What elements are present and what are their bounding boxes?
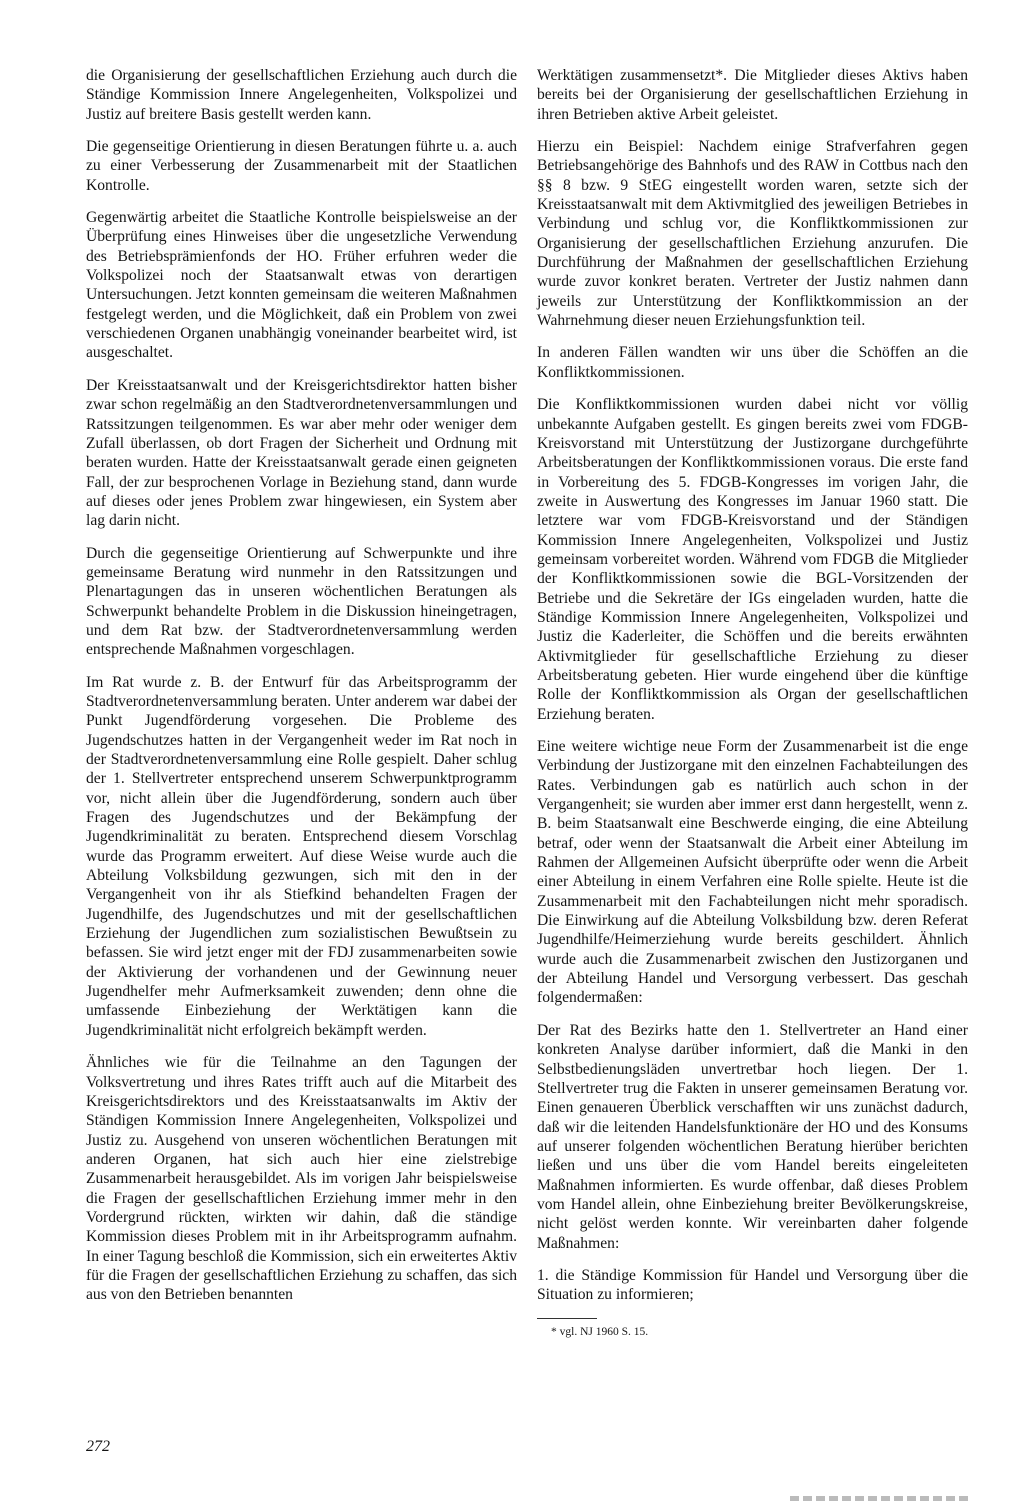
paragraph: Der Rat des Bezirks hatte den 1. Stellvertreter an Hand einer konkreten Analyse darüber informiert, daß die Manki in den Selbstbedienungsläden unvertretbar hoch liegen. Der 1. Stellvertreter trug die Fakten in unserer gemeinsamen Beratung vor. Einen genaueren Überblick verschafften wir uns zunächst dadurch, daß wir die leitenden Handelsfunktionäre der HO und des Konsums auf unserer folgenden wöchentlichen Beratung hierüber berichten ließen und uns über die vom Handel bereits eingeleiteten Maßnahmen informierten. Es wurde offenbar, daß dieses Problem vom Handel allein, ohne Einbeziehung breiter Bevölkerungskreise, nicht gelöst werden konnte. Wir vereinbarten daher folgende Maßnahmen: <box>537 1021 968 1252</box>
paragraph: Die gegenseitige Orientierung in diesen Beratungen führte u. a. auch zu einer Verbesserung der Zusammenarbeit mit der Staatlichen Kontrolle. <box>86 138 517 194</box>
paragraph: Durch die gegenseitige Orientierung auf Schwerpunkte und ihre gemeinsame Beratung wird nunmehr in den Ratssitzungen und Plenartagungen das in unseren wöchentlichen Beratungen als Schwerpunkt behandelte Problem in die Diskussion hineingetragen, und dem Rat bzw. der Stadtverordnetenversammlung werden entsprechende Maßnahmen vorgeschlagen. <box>86 544 517 659</box>
paragraph: die Organisierung der gesellschaftlichen Erziehung auch durch die Ständige Kommission Innere Angelegenheiten, Volkspolizei und Justiz auf breitere Basis gestellt werden kann. <box>86 67 517 123</box>
paragraph: In anderen Fällen wandten wir uns über die Schöffen an die Konfliktkommissionen. <box>537 344 968 381</box>
paragraph: Werktätigen zusammensetzt*. Die Mitglieder dieses Aktivs haben bereits bei der Organisierung der gesellschaftlichen Erziehung in ihren Betrieben aktive Arbeit geleistet. <box>537 67 968 123</box>
right-column <box>537 66 968 1339</box>
paragraph: Der Kreisstaatsanwalt und der Kreisgerichtsdirektor hatten bisher zwar schon regelmäßig an den Stadtverordnetenversammlungen und Ratssitzungen teilgenommen. Es war aber mehr oder weniger dem Zufall überlassen, ob dort Fragen der Sicherheit und Ordnung mit beraten wurden. Hatte der Kreisstaatsanwalt gerade einen geigneten Fall, der zur besprochenen Vorlage in Beziehung stand, dann wurde auf dieses oder jenes Problem zwar hingewiesen, ein System aber lag darin nicht. <box>86 376 517 530</box>
page-number: 272 <box>86 1438 110 1455</box>
paragraph: Die Konfliktkommissionen wurden dabei nicht vor völlig unbekannte Aufgaben gestellt. Es gingen bereits zwei vom FDGB-Kreisvorstand mit Unterstützung der Justizorgane durchgeführte Arbeitsberatungen der Konfliktkommissionen voraus. Die erste fand in Vorbereitung des 5. FDGB-Kongresses im vorigen Jahr, die zweite in Auswertung des Kongresses im Januar 1960 statt. Die letztere war vom FDGB-Kreisvorstand und der Ständigen Kommission Innere Angelegenheiten, Volkspolizei und Justiz gemeinsam vorbereitet worden. Während vom FDGB die Mitglieder der Konfliktkommissionen sowie die BGL-Vorsitzenden der Betriebe und die Sekretäre der IGs eingeladen wurden, hatte die Ständige Kommission Innere Angelegenheiten, Volkspolizei und Justiz die Kaderleiter, die Schöffen und die bereits erwähnten Aktivmitglieder für gesellschaftliche Erziehung zu dieser Arbeitsberatung gebeten. Hier wurde eingehend über die künftige Rolle der Konfliktkommission als Organ der gesellschaftlichen Erziehung beraten. <box>537 396 968 723</box>
paragraph: Gegenwärtig arbeitet die Staatliche Kontrolle beispielsweise an der Überprüfung eines Hinweises über die ungesetzliche Verwendung des Betriebsprämienfonds der HO. Früher erfuhren weder die Volkspolizei noch der Staatsanwalt etwas von derartigen Untersuchungen. Jetzt konnten gemeinsam die weiteren Maßnahmen festgelegt werden, und die Möglichkeit, daß ein Problem von zwei verschiedenen Organen unabhängig voneinander bearbeitet wird, ist ausgeschaltet. <box>86 209 517 362</box>
scan-edge-mark <box>790 1496 970 1501</box>
paragraph: Hierzu ein Beispiel: Nachdem einige Strafverfahren gegen Betriebsangehörige des Bahnhofs und des RAW in Cottbus nach den §§ 8 bzw. 9 StEG eingestellt worden waren, setzte sich der Kreisstaatsanwalt mit dem Aktivmitglied des jeweiligen Betriebes in Verbindung und schlug vor, die Konfliktkommissionen zur Organisierung der gesellschaftlichen Erziehung anzurufen. Die Durchführung der Maßnahmen der gesellschaftlichen Erziehung wurde zuvor konkret beraten. Vertreter der Justiz nahmen dann jeweils zur Unterstützung der Konfliktkommission an der Wahrnehmung dieser neuen Erziehungsfunktion teil. <box>537 138 968 330</box>
paragraph: Eine weitere wichtige neue Form der Zusammenarbeit ist die enge Verbindung der Justizorgane mit den einzelnen Fachabteilungen des Rates. Verbindungen gab es natürlich auch schon in der Vergangenheit; sie wurden aber immer erst dann hergestellt, wenn z. B. beim Staatsanwalt eine Beschwerde einging, die eine Abteilung betraf, oder wenn der Staatsanwalt die Arbeit einer Abteilung im Rahmen der Allgemeinen Aufsicht überprüfte oder wenn die Arbeit einer Abteilung in einem Verfahren eine Rolle spielte. Heute ist die Zusammenarbeit mit den Fachabteilungen nicht mehr sporadisch. Die Einwirkung auf die Abteilung Volksbildung bzw. deren Referat Jugendhilfe/Heimerziehung wurde bereits geschildert. Ähnlich wurde auch die Zusammenarbeit zwischen den Justizorganen und der Abteilung Handel und Versorgung verbessert. Das geschah folgendermaßen: <box>537 738 968 1007</box>
footnote: * vgl. NJ 1960 S. 15. <box>551 1325 649 1338</box>
left-column <box>86 66 517 1318</box>
paragraph: Im Rat wurde z. B. der Entwurf für das Arbeitsprogramm der Stadtverordnetenversammlung beraten. Unter anderem war dabei der Punkt Jugendförderung vorgesehen. Die Probleme des Jugendschutzes hatten in der Vergangenheit weder im Rat noch in der Stadtverordnetenversammlung eine Rolle gespielt. Daher schlug der 1. Stellvertreter entsprechend unserem Schwerpunktprogramm vor, nicht allein über die Jugendförderung, sondern auch über Fragen des Jugendschutzes und der Bekämpfung der Jugendkriminalität zu beraten. Entsprechend diesem Vorschlag wurde das Programm erweitert. Auf diese Weise wurde auch die Abteilung Volksbildung gezwungen, sich mit den in der Vergangenheit von ihr als Stiefkind behandelten Fragen der Jugendhilfe, des Jugendschutzes und mit der gesellschaftlichen Erziehung der Jugendlichen zum sozialistischen Bewußtsein zu befassen. Sie wird jetzt enger mit der FDJ zusammenarbeiten sowie der Aktivierung der vorhandenen und der Gewinnung neuer Jugendhelfer mehr Aufmerksamkeit zuwenden; denn ohne die umfassende Einbeziehung der Werktätigen kann die Jugendkriminalität nicht erfolgreich bekämpft werden. <box>86 673 517 1039</box>
paragraph: 1. die Ständige Kommission für Handel und Versorgung über die Situation zu informieren; <box>537 1266 968 1304</box>
footnote-divider <box>537 1318 597 1319</box>
paragraph: Ähnliches wie für die Teilnahme an den Tagungen der Volksvertretung und ihres Rates trifft auch auf die Mitarbeit des Kreisgerichtsdirektors und des Kreisstaatsanwalts im Aktiv der Ständigen Kommission Innere Angelegenheiten, Volkspolizei und Justiz zu. Ausgehend von unseren wöchentlichen Beratungen mit anderen Organen, hat sich auch hier eine zielstrebige Zusammenarbeit herausgebildet. Als im vorigen Jahr beispielsweise die Fragen der gesellschaftlichen Erziehung immer mehr in den Vordergrund rückten, wirkten wir dahin, daß die ständige Kommission dieses Problem mit in ihr Arbeitsprogramm aufnahm. In einer Tagung beschloß die Kommission, sich ein erweitertes Aktiv für die Fragen der gesellschaftlichen Erziehung zu schaffen, das sich aus von den Betrieben benannten <box>86 1054 517 1304</box>
